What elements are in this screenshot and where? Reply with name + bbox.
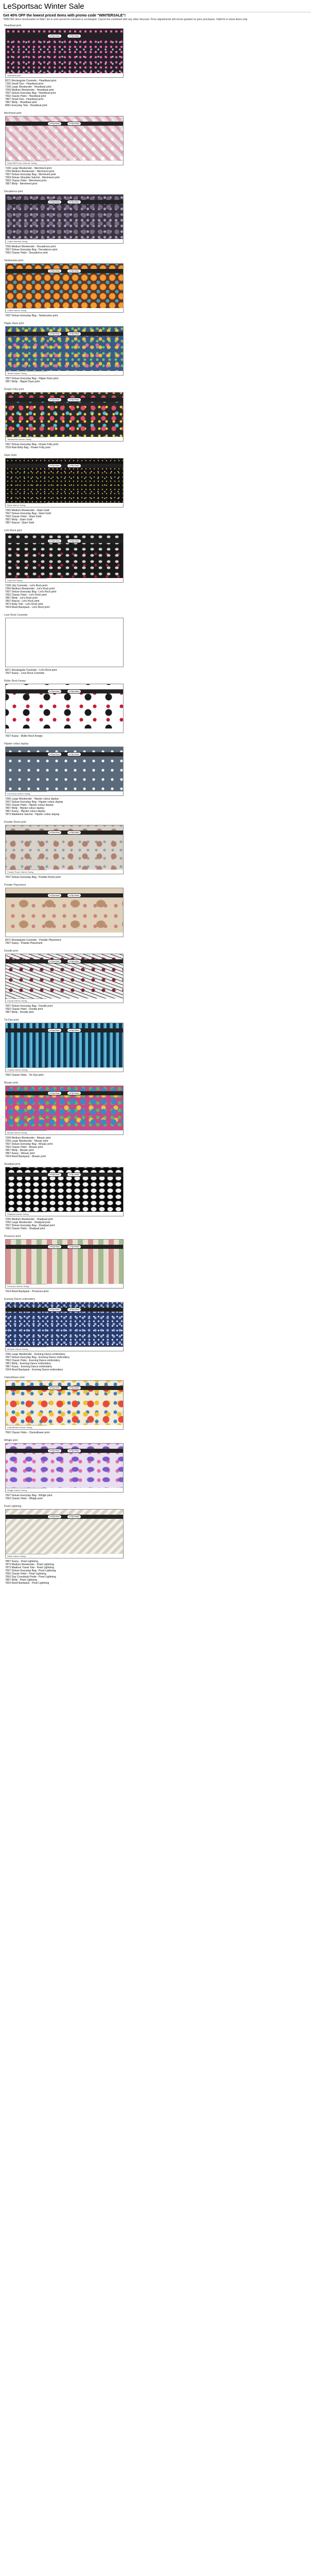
product-item-link[interactable]: 7507 Deluxe Everyday Bag - Merriment print bbox=[5, 173, 56, 176]
interior-label: Clarissflower Interior Swing bbox=[6, 1425, 47, 1429]
interior-label: Mosaic Interior Swing bbox=[6, 1130, 47, 1134]
product-item-link[interactable]: 7106 Lilly Cosmetic - Let's Rock print bbox=[5, 584, 48, 587]
product-section bbox=[3, 884, 311, 945]
brand-logo: LeSportsac bbox=[48, 269, 61, 273]
product-item-link[interactable]: 7924 Reed Backpack - Mosaic print bbox=[5, 1155, 46, 1158]
product-section bbox=[3, 190, 311, 255]
product-item-link[interactable]: 7857 Rascal - Glam Gold bbox=[5, 521, 34, 524]
brand-logo: LeSportsac bbox=[67, 1029, 81, 1032]
print-banner-image[interactable] bbox=[5, 888, 124, 937]
product-item-link[interactable]: 7873 Ruby Tote - Let's Rock print bbox=[5, 603, 43, 606]
print-banner-image[interactable] bbox=[5, 1302, 124, 1351]
brand-logo: LeSportsac bbox=[48, 1029, 61, 1032]
interior-label: Heartbeat print bbox=[6, 73, 47, 77]
product-item-link[interactable]: 7256 Large Weekender - Mosaic print bbox=[5, 1140, 48, 1143]
section-title: Provence print bbox=[4, 1235, 21, 1238]
product-item-link[interactable]: 7857 Molly - Hipster colour daytop bbox=[5, 807, 44, 810]
product-item-link[interactable]: 7562 Classic Hobo - Clarissflower print bbox=[5, 1431, 50, 1434]
product-item-link[interactable]: 7106 Medium Weekender - Mosaic print bbox=[5, 1137, 51, 1140]
product-section bbox=[3, 1081, 311, 1158]
brand-logo: LeSportsac bbox=[48, 1092, 61, 1095]
product-list bbox=[5, 314, 311, 317]
interior-label: Tambo Interior Swing bbox=[6, 371, 47, 375]
product-item-link[interactable]: 7562 Classic Hobo - Hipster colour daytop bbox=[5, 804, 54, 807]
section-title: Heartbeat print bbox=[4, 24, 22, 27]
print-banner-image[interactable] bbox=[5, 326, 124, 376]
product-item-link[interactable]: 7256 Medium Weekender - Merriment print bbox=[5, 170, 55, 173]
brand-strap bbox=[6, 332, 123, 336]
product-list bbox=[5, 798, 311, 816]
product-item-link[interactable]: 7873 Madeleine Satchel - Hipster colour daytop bbox=[5, 813, 60, 816]
section-title: Clarissflower print bbox=[4, 1376, 25, 1379]
product-item-link[interactable]: 7562 Classic Hobo - Heartbeat print bbox=[5, 95, 46, 98]
product-list bbox=[5, 1137, 311, 1158]
product-item-link[interactable]: 7256 Medium Weekender - Let's Rock print bbox=[5, 587, 55, 590]
product-list bbox=[5, 735, 311, 738]
product-list bbox=[5, 79, 311, 107]
product-list bbox=[5, 509, 311, 524]
product-item-link[interactable]: 7256 Large Weekender - Evening Dance embroidery bbox=[5, 1353, 65, 1356]
brand-logo: LeSportsac bbox=[67, 831, 81, 834]
print-banner-image[interactable] bbox=[5, 618, 124, 667]
product-section bbox=[3, 322, 311, 383]
product-item-link[interactable]: 7507 Deluxe Everyday Bag - Doodle print bbox=[5, 1005, 53, 1008]
print-banner-image[interactable] bbox=[5, 263, 124, 313]
section-title: Love Rock Cosmetic bbox=[4, 614, 28, 617]
section-title: Let's Rock print bbox=[4, 529, 22, 532]
product-item-link[interactable]: 7106 Large Weekender - Heartbeat print bbox=[5, 86, 51, 89]
brand-strap bbox=[6, 752, 123, 756]
brand-strap bbox=[6, 893, 123, 897]
product-item-link[interactable]: 7867 Kassy - Evening Dance embroidery bbox=[5, 1365, 52, 1368]
interior-label: Coffee interior Swing bbox=[6, 308, 47, 312]
print-banner-image[interactable] bbox=[5, 1086, 124, 1135]
brand-strap bbox=[6, 200, 123, 204]
print-banner-image[interactable] bbox=[5, 1509, 124, 1558]
product-item-link[interactable]: 7256 Medium Weekender - Glam Gold bbox=[5, 509, 49, 512]
brand-strap bbox=[6, 1173, 123, 1177]
print-banner-image[interactable] bbox=[5, 28, 124, 78]
section-title: Flower Frilly print bbox=[4, 388, 24, 391]
product-item-link[interactable]: 7562 Classic Hobo - Decadence print bbox=[5, 251, 48, 255]
product-list bbox=[5, 443, 311, 449]
brand-logo: LeSportsac bbox=[67, 1245, 81, 1248]
brand-logo: LeSportsac bbox=[48, 1173, 61, 1176]
brand-logo: LeSportsac bbox=[48, 539, 61, 543]
product-section bbox=[3, 1235, 311, 1293]
product-section bbox=[3, 742, 311, 816]
brand-logo: LeSportsac bbox=[48, 1245, 61, 1248]
brand-strap bbox=[6, 831, 123, 835]
brand-strap bbox=[6, 1308, 123, 1312]
product-item-link[interactable]: 8371 Rectangular Cosmetic - Let's Rock print bbox=[5, 669, 57, 672]
interior-label: Black interior Swing bbox=[6, 503, 47, 507]
product-list bbox=[5, 1353, 311, 1371]
product-section bbox=[3, 614, 311, 675]
interior-label: Monster Interior Swing bbox=[6, 1347, 47, 1351]
print-banner-image[interactable] bbox=[5, 825, 124, 874]
brand-strap bbox=[6, 1386, 123, 1390]
brand-strap bbox=[6, 464, 123, 468]
brand-strap bbox=[6, 689, 123, 693]
product-section bbox=[3, 259, 311, 317]
interior-label: Tambourine Interior Swing bbox=[6, 437, 47, 441]
brand-strap bbox=[6, 1091, 123, 1095]
brand-logo: LeSportsac bbox=[67, 332, 81, 335]
product-item-link[interactable]: 7562 Classic Hobo - Whigle print bbox=[5, 1497, 43, 1500]
section-title: Roller Rock Kewpy bbox=[4, 680, 26, 683]
section-title: Powder Room print bbox=[4, 821, 26, 824]
product-item-link[interactable]: 7857 Molly - Let's Rock print bbox=[5, 597, 38, 600]
brand-logo: LeSportsac bbox=[48, 332, 61, 335]
product-item-link[interactable]: 7857 Molly - Evening Dance embroidery bbox=[5, 1362, 51, 1365]
product-item-link[interactable]: 7507 Kassy - Roller Rock Kewpy bbox=[5, 735, 43, 738]
brand-strap bbox=[6, 34, 123, 38]
product-item-link[interactable]: 7507 Deluxe Everyday Bag - Flower Frilly print bbox=[5, 443, 59, 446]
product-item-link[interactable]: 7014 Reed Backpack - Provence print bbox=[5, 1290, 49, 1293]
interior-label: Doodle interior Swing bbox=[6, 998, 47, 1003]
print-banner-image[interactable] bbox=[5, 1380, 124, 1430]
interior-label: Lady Rox Swing bbox=[6, 578, 47, 582]
product-list bbox=[5, 245, 311, 255]
product-item-link[interactable]: 7256 Medium Weekender - Decadence print bbox=[5, 245, 56, 248]
product-item-link[interactable]: 7507 Deluxe Everyday Bag - Whigle print bbox=[5, 1494, 53, 1497]
product-item-link[interactable]: 8371 Rectangular Cosmetic - Powder Placement bbox=[5, 939, 61, 942]
product-item-link[interactable]: 7857 Molly - Heartbeat print bbox=[5, 101, 37, 104]
product-list bbox=[5, 876, 311, 879]
product-item-link[interactable]: 7256 Medium Weekender - Heartbeat print bbox=[5, 89, 54, 92]
brand-logo: LeSportsac bbox=[48, 200, 61, 204]
product-item-link[interactable]: 7857 Molly - Doodle print bbox=[5, 1011, 34, 1014]
product-item-link[interactable]: 7507 Deluxe Everyday Bag - Shadpad print bbox=[5, 1224, 55, 1227]
product-section bbox=[3, 24, 311, 107]
brand-strap bbox=[6, 959, 123, 963]
product-item-link[interactable]: 7256 Medium Weekender - Shadpad print bbox=[5, 1218, 53, 1221]
brand-logo: LeSportsac bbox=[48, 690, 61, 693]
product-item-link[interactable]: 7562 Classic Hobo - Shadpad print bbox=[5, 1227, 45, 1230]
brand-strap bbox=[6, 1028, 123, 1032]
brand-logo: LeSportsac bbox=[48, 894, 61, 897]
product-section bbox=[3, 821, 311, 879]
brand-strap bbox=[6, 1515, 123, 1519]
promo-headline: Get 40% OFF the lowest priced items with promo code "WINTERSALE"! bbox=[3, 14, 126, 18]
product-item-link[interactable]: 7857 Molly - Hippie Daze print bbox=[5, 380, 40, 383]
brand-logo: LeSportsac bbox=[48, 753, 61, 756]
product-item-link[interactable]: 7507 Deluxe Everyday Bag - Tambourine print bbox=[5, 314, 58, 317]
brand-logo: LeSportsac bbox=[48, 464, 61, 467]
product-item-link[interactable]: 7562 Classic Hobo - Pearl Lightning bbox=[5, 1572, 46, 1575]
product-list bbox=[5, 167, 311, 185]
interior-label: White Interior Swing bbox=[6, 1554, 47, 1558]
product-section bbox=[3, 1505, 311, 1585]
print-banner-image[interactable] bbox=[5, 954, 124, 1003]
product-item-link[interactable]: 7873 Medium Weekender - Pearl Lightning bbox=[5, 1563, 54, 1566]
product-item-link[interactable]: 7562 Classic Hobo - Mosaic print bbox=[5, 1146, 43, 1149]
interior-label: Diary Mill Promo Informer Swing bbox=[6, 161, 47, 165]
product-item-link[interactable]: 7507 Kassy - Love Rock Cosmetic bbox=[5, 672, 45, 675]
brand-strap bbox=[6, 398, 123, 402]
product-item-link[interactable]: 7562 Classic Hobo - Evening Dance embroidery bbox=[5, 1359, 60, 1362]
product-item-link[interactable]: 7867 Kassy - Mosaic print bbox=[5, 1152, 35, 1155]
section-title: Whigle print bbox=[4, 1439, 18, 1442]
brand-logo: LeSportsac bbox=[48, 1449, 61, 1452]
section-title: Shadpad print bbox=[4, 1163, 21, 1166]
product-item-link[interactable]: 7924 Reed Backpack - Pearl Lightning bbox=[5, 1582, 49, 1585]
interior-label: Whigle Interior Swing bbox=[6, 1488, 47, 1492]
product-item-link[interactable]: 7105 Small Cleo - Heartbeat print bbox=[5, 82, 44, 86]
product-item-link[interactable]: 8061 Everyday Tote - Heartbeat print bbox=[5, 104, 47, 107]
product-item-link[interactable]: 7857 Molly - Glam Gold bbox=[5, 518, 32, 521]
section-title: Evening Dance embroidery bbox=[4, 1298, 36, 1301]
section-title: Doodle print bbox=[4, 950, 18, 953]
brand-logo: LeSportsac bbox=[67, 960, 81, 963]
product-item-link[interactable]: 7857 Rascal - Let's Rock print bbox=[5, 600, 40, 603]
brand-strap bbox=[6, 122, 123, 126]
product-item-link[interactable]: 7924 Reed Backpack - Evening Dance embroidery bbox=[5, 1368, 63, 1371]
product-list bbox=[5, 669, 311, 675]
brand-logo: LeSportsac bbox=[67, 1308, 81, 1311]
product-item-link[interactable]: 7507 Deluxe Everyday Bag - Evening Dance embroidery bbox=[5, 1356, 70, 1359]
product-item-link[interactable]: 7873 Madison Travel Tote - Pearl Lightning bbox=[5, 1566, 54, 1569]
product-item-link[interactable]: 7256 Large Weekender - Hipster colour daytop bbox=[5, 798, 59, 801]
brand-logo: LeSportsac bbox=[67, 269, 81, 273]
interior-label: Provence interior Swing bbox=[6, 1284, 47, 1288]
brand-logo: LeSportsac bbox=[48, 960, 61, 963]
product-item-link[interactable]: 7562 Classic Hobo - Glam Gold bbox=[5, 515, 42, 518]
product-section bbox=[3, 454, 311, 524]
product-list bbox=[5, 1560, 311, 1585]
product-item-link[interactable]: 7507 Deluxe Everyday Bag - Let's Rock print bbox=[5, 590, 57, 594]
product-item-link[interactable]: 7857 Molly - Mosaic print bbox=[5, 1149, 34, 1152]
brand-strap bbox=[6, 1449, 123, 1453]
product-item-link[interactable]: 7924 Reed Backpack - Let's Rock print bbox=[5, 606, 50, 609]
print-banner-image[interactable] bbox=[5, 1167, 124, 1216]
product-item-link[interactable]: 7562 Classic Hobo - Merriment print bbox=[5, 179, 47, 182]
print-banner-image[interactable] bbox=[5, 747, 124, 796]
brand-logo: LeSportsac bbox=[67, 122, 81, 125]
brand-logo: LeSportsac bbox=[67, 894, 81, 897]
product-section bbox=[3, 1439, 311, 1500]
interior-label: Coastal Interior Swing bbox=[6, 1067, 47, 1072]
product-item-link[interactable]: 7562 Classic Hobo - Let's Rock print bbox=[5, 594, 47, 597]
product-list bbox=[5, 1218, 311, 1230]
product-item-link[interactable]: 7507 Deluxe Everyday Bag - Hippie Daze print bbox=[5, 377, 59, 380]
product-list bbox=[5, 1074, 311, 1077]
print-banner-image[interactable] bbox=[5, 458, 124, 507]
print-banner-image[interactable] bbox=[5, 533, 124, 583]
brand-logo: LeSportsac bbox=[48, 1515, 61, 1518]
print-banner-image[interactable] bbox=[5, 1443, 124, 1493]
print-banner-image[interactable] bbox=[5, 1023, 124, 1072]
brand-strap bbox=[6, 1245, 123, 1249]
brand-logo: LeSportsac bbox=[67, 1173, 81, 1176]
product-section bbox=[3, 1019, 311, 1077]
print-swatch bbox=[6, 618, 123, 663]
product-section bbox=[3, 680, 311, 738]
page-title: LeSportsac Winter Sale bbox=[3, 2, 311, 12]
interior-label: Powder Room Interior Swing bbox=[6, 870, 47, 874]
brand-logo: LeSportsac bbox=[67, 1515, 81, 1518]
print-banner-image[interactable] bbox=[5, 194, 124, 244]
product-item-link[interactable]: 7857 Kassy - Pearl Lightning bbox=[5, 1560, 38, 1563]
section-title: Pearl Lightning bbox=[4, 1505, 22, 1508]
brand-logo: LeSportsac bbox=[67, 539, 81, 543]
product-list bbox=[5, 377, 311, 383]
product-item-link[interactable]: 7559 Deluxe Shoulder Satchel - Merriment print bbox=[5, 176, 60, 179]
product-item-link[interactable]: 7867 Kassy - Hipster colour daytop bbox=[5, 810, 45, 813]
product-section bbox=[3, 1163, 311, 1230]
brand-logo: LeSportsac bbox=[48, 35, 61, 38]
brand-strap bbox=[6, 539, 123, 543]
brand-logo: LeSportsac bbox=[67, 753, 81, 756]
brand-strap bbox=[6, 269, 123, 273]
section-title: Decadence print bbox=[4, 190, 23, 193]
product-list bbox=[5, 1494, 311, 1500]
product-item-link[interactable]: 7507 Deluxe Everyday Bag - Powder Room print bbox=[5, 876, 61, 879]
product-section bbox=[3, 388, 311, 449]
product-item-link[interactable]: 7562 Classic Hobo - Doodle print bbox=[5, 1008, 43, 1011]
section-title: Hippie Daze print bbox=[4, 322, 24, 325]
brand-logo: LeSportsac bbox=[67, 464, 81, 467]
product-item-link[interactable]: 8371 Rectangular Cosmetic - Heartbeat print bbox=[5, 79, 57, 82]
section-title: Powder Placement bbox=[4, 884, 26, 887]
product-sections bbox=[3, 24, 311, 1585]
print-banner-image[interactable] bbox=[5, 1239, 124, 1289]
product-section bbox=[3, 1298, 311, 1371]
brand-logo: LeSportsac bbox=[67, 1449, 81, 1452]
product-section bbox=[3, 112, 311, 185]
section-title: Merriment print bbox=[4, 112, 22, 115]
product-item-link[interactable]: 7507 Kassy - Powder Placement bbox=[5, 942, 43, 945]
product-item-link[interactable]: 7507 Deluxe Everyday Bag - Hipster colour daytop bbox=[5, 801, 63, 804]
brand-logo: LeSportsac bbox=[48, 1386, 61, 1389]
print-banner-image[interactable] bbox=[5, 392, 124, 442]
product-section bbox=[3, 950, 311, 1014]
print-banner-image[interactable] bbox=[5, 684, 124, 733]
product-item-link[interactable]: 7807 Small Cleo - Heartbeat print bbox=[5, 98, 44, 101]
product-list bbox=[5, 584, 311, 609]
product-item-link[interactable]: 7562 Classic Hobo - Tie Dye print bbox=[5, 1074, 44, 1077]
product-list bbox=[5, 1431, 311, 1434]
brand-logo: LeSportsac bbox=[67, 200, 81, 204]
brand-logo: LeSportsac bbox=[48, 1308, 61, 1311]
product-item-link[interactable]: 7516 Rain Belly Bag - Flower Frilly print bbox=[5, 446, 50, 449]
product-item-link[interactable]: 7857 Molly - Merriment print bbox=[5, 182, 38, 185]
product-item-link[interactable]: 7507 Deluxe Everyday Bag - Mosaic print bbox=[5, 1143, 53, 1146]
section-title: Mosaic print bbox=[4, 1081, 18, 1084]
product-list bbox=[5, 939, 311, 945]
brand-logo: LeSportsac bbox=[67, 690, 81, 693]
product-item-link[interactable]: 7507 Deluxe Everyday Bag - Decadence print bbox=[5, 248, 58, 251]
interior-label: Shadpad Interior Swing bbox=[6, 1212, 47, 1216]
product-list bbox=[5, 1005, 311, 1014]
brand-logo: LeSportsac bbox=[67, 35, 81, 38]
section-title: Tie Dye print bbox=[4, 1019, 19, 1022]
interior-label: Coffee Interiors Swing bbox=[6, 239, 47, 243]
product-item-link[interactable]: 7106 Large Weekender - Merriment print bbox=[5, 167, 52, 170]
print-banner-image[interactable] bbox=[5, 116, 124, 165]
promo-terms: *WINTER direct slectionelles et Wait / list or and cannot be returned or exchanged. Cancel the combined with any other discount. Price adjustments will not be granted on prior purchases. Valid for in-stock items only. bbox=[3, 18, 248, 21]
product-item-link[interactable]: 7507 Deluxe Everyday Bag - Pearl Lightning bbox=[5, 1569, 56, 1572]
product-item-link[interactable]: 7507 Deluxe Everyday Bag - Glam Gold bbox=[5, 512, 51, 515]
brand-logo: LeSportsac bbox=[67, 1092, 81, 1095]
section-title: Tambourine print bbox=[4, 259, 24, 262]
product-section bbox=[3, 1376, 311, 1434]
product-item-link[interactable]: 7562 Day Crossbody Petite - Pearl Lightning bbox=[5, 1575, 56, 1579]
product-item-link[interactable]: 7256 Large Weekender - Shadpad print bbox=[5, 1221, 50, 1224]
brand-logo: LeSportsac bbox=[48, 122, 61, 125]
brand-logo: LeSportsac bbox=[67, 1386, 81, 1389]
product-list bbox=[5, 1290, 311, 1293]
brand-logo: LeSportsac bbox=[67, 398, 81, 401]
section-title: Hipster colour daytop bbox=[4, 742, 29, 745]
product-section bbox=[3, 529, 311, 609]
product-item-link[interactable]: 7857 Molly - Pearl Lightning bbox=[5, 1579, 37, 1582]
brand-logo: LeSportsac bbox=[48, 398, 61, 401]
product-item-link[interactable]: 7507 Deluxe Everyday Bag - Heartbeat print bbox=[5, 92, 56, 95]
section-title: Glam Gold bbox=[4, 454, 16, 457]
brand-logo: LeSportsac bbox=[48, 831, 61, 834]
interior-label: Fan Dump Interior Swing bbox=[6, 791, 47, 795]
